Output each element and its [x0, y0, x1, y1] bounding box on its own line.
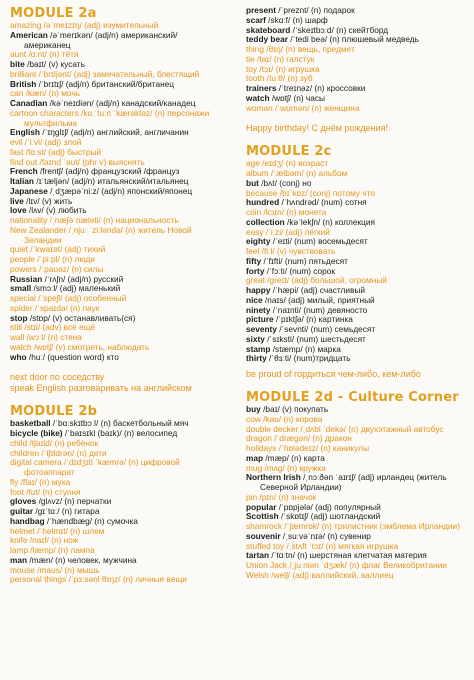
vocab-word: buy	[246, 404, 261, 414]
vocab-definition: /kɑːˈtuːn ˈkærəktəz/ (n) персонажи	[78, 107, 210, 118]
vocab-word: feel	[246, 246, 260, 256]
vocab-definition: /əˈmeɪzɪŋ/ (adj) изумительный	[41, 20, 159, 30]
vocab-definition: /ˈhelmɪt/ (n) шлем	[34, 525, 105, 536]
vocab-definition: /fiːl/ (v) чувствовать	[259, 246, 336, 256]
vocab-word: watch	[10, 341, 32, 352]
spacer	[246, 134, 468, 144]
vocab-definition: /ˈfɔːti/ (num) сорок	[264, 265, 336, 276]
vocab-word: Welsh	[246, 569, 269, 580]
vocab-word: map	[246, 452, 264, 463]
vocab-word: Union Jack	[246, 560, 288, 570]
vocab-word: brilliant	[10, 68, 37, 79]
vocab-word: mouse	[10, 564, 35, 575]
vocab-definition: /ˈiːvl/ (adj) злой	[22, 137, 82, 147]
vocab-word: holidays	[246, 443, 277, 453]
vocab-definition: /bʌt/ (conj) но	[258, 177, 312, 188]
vocab-word: foot	[10, 486, 24, 497]
vocab-definition: /ˌnjuː ˈziːləndə/ (n) житель Новой	[66, 224, 192, 235]
vocab-word: spider	[10, 302, 33, 313]
vocab-definition: /wɔːl/ (n) стена	[24, 332, 82, 342]
phrase: Happy birthday! С днём рождения!	[246, 123, 389, 134]
vocab-word: scarf	[246, 14, 266, 25]
vocab-definition: /ˈdræɡən/ (n) дракон	[271, 433, 352, 444]
vocab-word: seventy	[246, 324, 277, 334]
vocab-definition: /ˈtʃɪldrən/ (n) дети	[39, 447, 107, 458]
vocab-definition: /ˈpɜːsənl θɪŋz/ (n) личные вещи	[66, 574, 187, 585]
vocab-word: toy	[246, 63, 258, 74]
vocab-entry-continuation: Северной Ирландии)	[260, 482, 342, 492]
spacer	[246, 113, 468, 123]
vocab-word: lamp	[10, 545, 28, 555]
left-column	[10, 6, 234, 585]
vocab-definition: /skɑːf/ (n) шарф	[265, 14, 328, 25]
phrase: be proud of гордиться чем-либо, кем-либо	[246, 369, 421, 379]
vocab-definition: /ˈtreɪnəz/ (n) кроссовки	[276, 83, 366, 93]
vocab-definition: /wɒtʃ/ (v) смотреть, наблюдать	[31, 341, 150, 352]
vocab-word: stuffed toy	[246, 540, 285, 551]
vocab-word: wall	[10, 332, 25, 342]
vocab-word: man	[10, 554, 28, 565]
vocab-definition: /ˈpɒpjələ/ (adj) популярный	[276, 501, 381, 512]
vocab-word: nationality	[10, 215, 48, 225]
vocab-definition: /ˌsuːvəˈnɪə/ (n) сувенир	[280, 530, 371, 541]
vocab-entry-continuation: Зеландии	[24, 234, 62, 245]
vocab-definition: /ˌdʌbl ˈdekə/ (n) двухэтажный автобус	[298, 423, 444, 434]
vocab-word: album	[246, 168, 269, 178]
vocab-definition: /ˈʃæmrɒk/ (n) трилистник (эмблема Ирландии)	[281, 521, 460, 531]
vocab-word: teddy bear	[246, 34, 288, 45]
vocab-word: can	[10, 88, 24, 99]
vocab-word: fifty	[246, 255, 262, 266]
vocab-word: fly	[10, 476, 19, 487]
vocab-definition: /ˌnæʃəˈnæləti/ (n) национальность	[47, 215, 179, 225]
vocab-entry	[10, 575, 234, 585]
vocab-definition: /welʃ/ (adj) валлийский, валлиец	[268, 569, 394, 580]
spacer	[246, 380, 468, 390]
vocab-definition: /wɒtʃ/ (n) часы	[269, 92, 325, 103]
vocab-definition: /ˈpiːpl/ (n) люди	[34, 254, 95, 264]
vocab-definition: /ˈspaɪdə/ (n) паук	[32, 302, 100, 313]
vocab-word: Italian	[10, 176, 34, 186]
vocab-word: Scottish	[246, 511, 279, 522]
phrase: speak English разговаривать на английском	[10, 383, 192, 394]
phrase: next door по соседству	[10, 372, 105, 383]
vocab-word: double decker	[246, 423, 299, 434]
vocab-definition: /baɪ/ (v) покупать	[260, 404, 329, 414]
vocab-word: powers	[10, 263, 37, 274]
vocab-word: French	[10, 166, 38, 177]
vocab-word: watch	[246, 92, 270, 103]
vocab-word: thirty	[246, 353, 267, 364]
vocab-word: who	[10, 351, 27, 362]
vocab-definition: /ˈwʊmən/ (n) женщина	[272, 102, 360, 113]
vocab-definition: /pɪn/ (n) значок	[257, 491, 317, 502]
vocab-definition: /ˈfɪfti/ (num) пятьдесят	[261, 255, 348, 266]
vocab-definition: /bɪˈkɒz/ (conj) потому что	[277, 187, 376, 198]
vocab-word: amazing	[10, 20, 42, 30]
vocab-definition: /ˈɪŋɡlɪʃ/ (adj/n) английский, англичанин	[39, 127, 189, 138]
module-heading: MODULE 2c	[246, 144, 332, 160]
vocab-word: gloves	[10, 496, 37, 507]
vocab-word: quiet	[10, 244, 28, 255]
vocab-definition: /smɔːl/ (adj) маленький	[31, 283, 121, 294]
vocab-definition: /maʊs/ (n) мышь	[34, 564, 100, 575]
vocab-definition: /ˈtɑːtn/ (n) шерстяная клетчатая материя	[269, 550, 427, 561]
vocab-word: ninety	[246, 304, 271, 315]
vocab-definition: /frentʃ/ (adj/n) французский /француз	[37, 166, 180, 177]
vocab-word: picture	[246, 314, 274, 325]
vocab-definition: /ˈskɒtɪʃ/ (adj) шотландский	[278, 511, 381, 522]
vocab-word: evil	[10, 137, 23, 147]
vocab-word: thing	[246, 44, 264, 54]
vocab-word: digital camera	[10, 457, 62, 468]
vocab-word: basketball	[10, 418, 51, 429]
vocab-word: because	[246, 187, 278, 198]
vocab-definition: /taɪ/ (n) галстук	[254, 53, 315, 64]
vocab-definition: /mʌɡ/ (n) кружка	[262, 462, 326, 473]
vocab-definition: /faɪnd ˈaʊt/ (phr v) выяснять	[37, 156, 145, 167]
vocab-word: stop	[10, 312, 28, 323]
vocab-word: age	[246, 158, 260, 169]
vocab-entry	[246, 571, 468, 581]
vocab-word: present	[246, 5, 276, 15]
vocab-word: small	[10, 283, 32, 294]
vocab-word: sixty	[246, 333, 265, 344]
vocab-word: trainers	[246, 83, 277, 93]
vocab-word: eighty	[246, 236, 271, 247]
vocab-definition: /ˈbaɪsɪkl (baɪk)/ (n) велосипед	[62, 428, 178, 438]
vocab-word: American	[10, 29, 48, 40]
vocab-definition: /ˈdɪdʒɪtl ˈkæmrə/ (n) цифровой	[61, 457, 180, 468]
vocab-word: personal things	[10, 574, 67, 585]
vocab-word: but	[246, 177, 259, 188]
vocab-definition: /ˌstʌft ˈtɔɪ/ (n) мягкая игрушка	[284, 540, 399, 551]
vocab-word: great	[246, 275, 265, 286]
vocab-definition: /stæmp/ (n) марка	[270, 343, 341, 354]
vocab-definition: /ˈpɪktʃə/ (n) картинка	[273, 314, 353, 325]
vocab-definition: /ˈkwaɪət/ (adj) тихий	[28, 244, 106, 255]
vocab-word: bite	[10, 59, 25, 69]
vocab-word: Russian	[10, 273, 43, 284]
vocab-word: aunt	[10, 49, 27, 60]
vocab-word: coin	[246, 207, 262, 217]
vocab-definition: /naɪf/ (n) нож	[27, 535, 79, 546]
vocab-definition: /ˈhɒlədeɪz/ (n) каникулы	[276, 443, 370, 453]
vocab-word: happy	[246, 285, 271, 295]
vocab-word: find out	[10, 156, 38, 167]
vocab-word: dragon	[246, 433, 272, 444]
vocab-definition: /ˈnaɪnti/ (num) девяносто	[270, 304, 368, 315]
vocab-definition: /ˈsevnti/ (num) семьдесят	[276, 324, 376, 334]
vocab-word: knife	[10, 535, 28, 546]
vocab-word: handbag	[10, 515, 45, 526]
vocab-word: shamrock	[246, 521, 282, 531]
vocab-word: fast	[10, 146, 24, 157]
vocab-definition: /ˈbɑːskɪtbɔːl/ (n) баскетбольный мяч	[50, 418, 189, 429]
right-column	[246, 6, 468, 581]
vocab-word: nice	[246, 294, 263, 305]
vocab-word: English	[10, 127, 40, 138]
vocab-definition: /ɑːnt/ (n) тётя	[26, 49, 79, 60]
vocab-word: still	[10, 322, 22, 333]
vocab-definition: /læmp/ (n) лампа	[27, 545, 95, 555]
vocab-word: pin	[246, 491, 258, 502]
vocab-word: live	[10, 195, 24, 206]
vocab-definition: /kæn/ (n) мочь	[23, 88, 80, 99]
vocab-definition: /ˈbrɪtɪʃ/ (adj/n) британский/британец	[36, 78, 175, 89]
vocab-definition: /ɡlʌvz/ (n) перчатки	[36, 496, 112, 507]
vocab-word: collection	[246, 216, 285, 227]
vocab-word: souvenir	[246, 530, 281, 541]
vocab-definition: /mæn/ (n) человек, мужчина	[27, 554, 137, 565]
vocab-definition: /lɪv/ (v) жить	[23, 195, 73, 206]
vocab-word: tie	[246, 53, 255, 64]
vocab-definition: /kaʊ/ (n) корова	[260, 413, 323, 424]
vocab-definition: /ˌdʒæpəˈniːz/ (adj/n) японский/японец	[47, 185, 193, 196]
vocab-definition: /fʊt/ (n) ступня	[23, 486, 81, 497]
vocab-definition: /naɪs/ (adj) милый, приятный	[262, 294, 375, 305]
vocab-word: people	[10, 254, 35, 264]
vocab-word: British	[10, 78, 37, 89]
vocab-word: bicycle (bike)	[10, 428, 63, 438]
vocab-word: Canadian	[10, 98, 48, 108]
vocab-definition: /ˈrʌʃn/ (adj/n) русский	[42, 273, 124, 284]
vocab-word: tooth	[246, 73, 265, 84]
vocab-definition: /ˈiːzi/ (adj) лёгкий	[263, 226, 330, 237]
vocab-definition: /mæp/ (n) карта	[263, 452, 325, 463]
vocab-definition: /ˈθɜːti/ (num)тридцать	[266, 353, 351, 364]
vocab-definition: /əˈmerɪkən/ (adj/n) американский/	[47, 29, 178, 40]
vocab-definition: /tuːθ/ (n) зуб	[264, 73, 313, 84]
vocab-definition: /tɔɪ/ (n) игрушка	[257, 63, 320, 74]
vocab-definition: /fɑːst/ (adj) быстрый	[23, 146, 102, 157]
vocab-word: cartoon characters	[10, 107, 79, 118]
vocab-definition: /stɒp/ (v) останавливать(ся)	[27, 312, 136, 323]
vocab-definition: /θɪŋ/ (n) вещь, предмет	[264, 44, 355, 54]
vocab-word: stamp	[246, 343, 271, 354]
vocab-entry-continuation: мультфильма	[24, 117, 78, 128]
vocab-word: forty	[246, 265, 265, 276]
vocab-definition: /kɔɪn/ (n) монета	[261, 207, 327, 217]
vocab-word: Northern Irish	[246, 472, 301, 483]
vocab-word: New Zealander	[10, 224, 67, 235]
vocab-definition: /ˈhændbæɡ/ (n) сумочка	[44, 515, 138, 526]
vocab-definition: /ɪˈtæljən/ (adj/n) итальянский/итальянец	[33, 176, 189, 186]
vocab-word: cow	[246, 413, 261, 424]
module-heading: MODULE 2b	[10, 404, 98, 420]
vocab-word: special	[10, 293, 36, 303]
spacer	[10, 362, 234, 372]
vocab-definition: /ˈhʌndrəd/ (num) сотня	[279, 197, 367, 208]
vocab-definition: /ˈeɪti/ (num) восемьдесят	[270, 236, 368, 247]
spacer	[10, 394, 234, 404]
vocab-word: hundred	[246, 197, 280, 208]
vocab-definition: /flaɪ/ (n) муха	[18, 476, 71, 487]
vocab-definition: /baɪt/ (v) кусать	[24, 59, 85, 69]
vocab-word: love	[10, 205, 27, 216]
vocab-definition: /ˌjuːniən ˈdʒæk/ (n) флаг Великобритании	[287, 560, 447, 570]
vocab-word: skateboard	[246, 24, 291, 35]
vocab-word: child	[10, 437, 28, 448]
vocab-word: helmet	[10, 525, 35, 536]
vocab-definition: /kəˈneɪdiən/ (adj/n) канадский/канадец	[47, 98, 196, 108]
vocab-definition: /kəˈlekʃn/ (n) коллекция	[284, 216, 375, 227]
vocab-word: popular	[246, 501, 277, 512]
vocab-definition: /eɪdʒ/ (n) возраст	[259, 158, 329, 169]
vocab-definition: /stɪl/ (adv) всё ещё	[21, 322, 96, 333]
vocab-definition: /tʃaɪld/ (n) ребёнок	[27, 437, 99, 448]
vocab-definition: /ˈpreznt/ (n) подарок	[275, 5, 355, 15]
vocab-definition: /ˌnɔːðən ˈaɪrɪʃ/ (adj) ирландец (житель	[300, 472, 447, 483]
vocab-entry	[10, 353, 234, 363]
vocab-definition: /ˈbrɪljənt/ (adj) замечательный, блестящий	[36, 68, 200, 79]
vocab-entry	[246, 104, 468, 114]
vocab-word: mug	[246, 462, 263, 473]
vocab-definition: /ɡɪˈtɑː/ (n) гитара	[33, 506, 100, 516]
vocab-definition: /ˈhæpi/ (adj) счастливый	[270, 285, 366, 295]
vocab-definition: /ˈtedi beə/ (n) плюшевый медведь	[287, 34, 419, 45]
module-heading: MODULE 2a	[10, 6, 97, 21]
vocab-definition: /ˈsɪksti/ (num) шестьдесят	[264, 333, 366, 344]
vocab-definition: /ɡreɪt/ (adj) большой, огромный	[264, 275, 387, 286]
vocab-word: easy	[246, 226, 264, 237]
vocab-definition: /ˈpaʊəz/ (n) силы	[36, 263, 104, 274]
vocab-entry-continuation: фотоаппарат	[24, 467, 75, 477]
vocab-definition: /ˈskeɪtbɔːd/ (n) скейтборд	[290, 24, 389, 35]
vocab-word: Japanese	[10, 185, 48, 196]
vocab-entry-continuation: американец	[24, 39, 71, 50]
module-heading: MODULE 2d - Culture Corner	[246, 390, 459, 405]
vocab-definition: /lʌv/ (v) любить	[26, 205, 87, 216]
vocab-word: guitar	[10, 506, 34, 516]
vocab-word: children	[10, 447, 40, 458]
vocab-word: woman	[246, 102, 273, 113]
vocab-definition: /ˈælbəm/ (n) альбом	[268, 168, 348, 178]
vocab-definition: /ˈspeʃl/ (adj) особенный	[35, 293, 127, 303]
vocab-entry	[246, 354, 468, 364]
vocab-definition: /huː/ (question word) кто	[26, 351, 119, 362]
vocab-word: tartan	[246, 550, 270, 561]
